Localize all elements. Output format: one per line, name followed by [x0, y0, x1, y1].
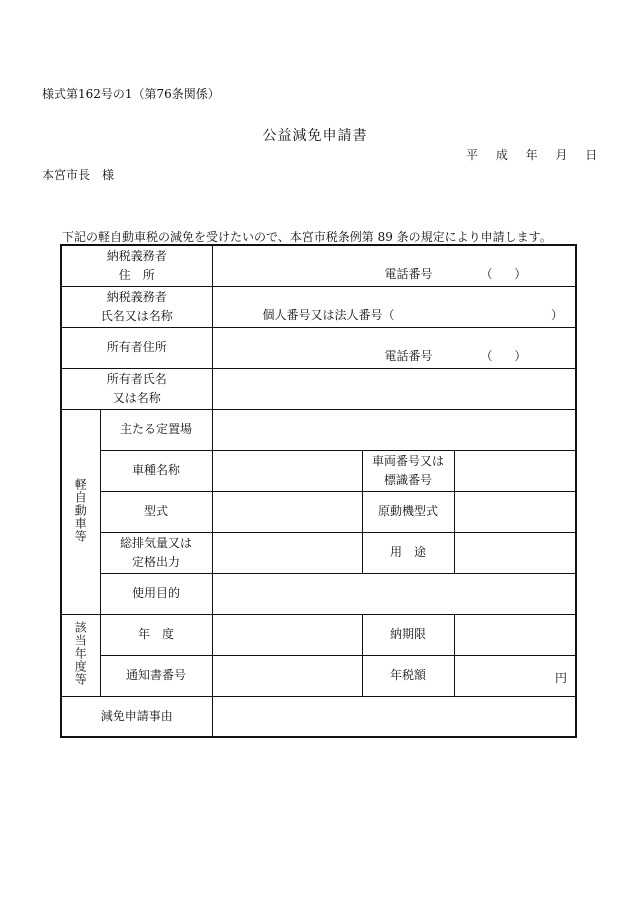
row-vehicle-type [61, 450, 576, 491]
form-number: 様式第162号の1（第76条関係） [42, 87, 220, 101]
document-title: 公益減免申請書 [262, 128, 368, 144]
annual-tax-field[interactable] [454, 655, 576, 696]
date-line: 平 成 年 月 日 [466, 148, 598, 162]
owner-name-field[interactable] [212, 368, 576, 409]
usage-label: 用 途 [362, 532, 454, 573]
label-line: 氏名又は名称 [100, 308, 173, 323]
due-date-label: 納期限 [362, 614, 454, 655]
owner-address-label: 所有者住所 [61, 327, 212, 368]
taxpayer-name-label [61, 286, 212, 327]
row-taxpayer-name [61, 286, 576, 327]
vehicle-type-field[interactable] [212, 450, 362, 491]
usage-field[interactable] [454, 532, 576, 573]
my-number-label: 個人番号又は法人番号（ [262, 307, 395, 322]
label-line: 総排気量又は [119, 535, 192, 550]
vertical-text: 該当年度等 [73, 621, 88, 686]
intro-text: 下記の軽自動車税の減免を受けたいので、本宮市税条例第 89 条の規定により申請します。 [62, 230, 552, 244]
vehicle-number-label [362, 450, 454, 491]
taxpayer-address-field[interactable] [212, 245, 576, 286]
vehicle-group-label [61, 409, 100, 614]
phone-label: 電話番号 [384, 348, 433, 363]
row-owner-name [61, 368, 576, 409]
phone-paren: （ ） [480, 266, 527, 281]
vehicle-number-field[interactable] [454, 450, 576, 491]
fiscal-year-field[interactable] [212, 614, 362, 655]
applicable-group-label [61, 614, 100, 696]
model-field[interactable] [212, 491, 362, 532]
my-number-close: ） [550, 307, 563, 322]
reason-field[interactable] [212, 696, 576, 737]
taxpayer-address-label [61, 245, 212, 286]
label-line: 定格出力 [131, 554, 180, 569]
vehicle-type-label: 車種名称 [100, 450, 212, 491]
row-model [61, 491, 576, 532]
row-reason [61, 696, 576, 737]
label-line: 標識番号 [383, 472, 432, 487]
due-date-field[interactable] [454, 614, 576, 655]
yen-unit: 円 [554, 670, 567, 685]
phone-label: 電話番号 [384, 266, 433, 281]
row-purpose [61, 573, 576, 614]
displacement-label [100, 532, 212, 573]
taxpayer-name-field[interactable] [212, 286, 576, 327]
owner-address-field[interactable] [212, 327, 576, 368]
row-displacement [61, 532, 576, 573]
purpose-label: 使用目的 [100, 573, 212, 614]
application-table [60, 244, 577, 738]
label-line: 所有者氏名 [106, 371, 167, 386]
phone-paren: （ ） [480, 348, 527, 363]
addressee: 本宮市長 様 [42, 168, 115, 182]
engine-model-label: 原動機型式 [362, 491, 454, 532]
label-line: 住 所 [118, 267, 155, 282]
row-taxpayer-address [61, 245, 576, 286]
model-label: 型式 [100, 491, 212, 532]
owner-name-label [61, 368, 212, 409]
displacement-field[interactable] [212, 532, 362, 573]
annual-tax-label: 年税額 [362, 655, 454, 696]
row-notice-number [61, 655, 576, 696]
storage-place-label: 主たる定置場 [100, 409, 212, 450]
vertical-text: 軽自動車等 [73, 477, 88, 543]
row-storage-place [61, 409, 576, 450]
label-line: 納税義務者 [106, 289, 167, 304]
purpose-field[interactable] [212, 573, 576, 614]
label-line: 車両番号又は [371, 453, 444, 468]
label-line: 又は名称 [112, 390, 161, 405]
row-fiscal-year [61, 614, 576, 655]
label-line: 納税義務者 [106, 248, 167, 263]
notice-number-field[interactable] [212, 655, 362, 696]
row-owner-address [61, 327, 576, 368]
storage-place-field[interactable] [212, 409, 576, 450]
reason-label: 減免申請事由 [61, 696, 212, 737]
fiscal-year-label: 年 度 [100, 614, 212, 655]
engine-model-field[interactable] [454, 491, 576, 532]
notice-number-label: 通知書番号 [100, 655, 212, 696]
